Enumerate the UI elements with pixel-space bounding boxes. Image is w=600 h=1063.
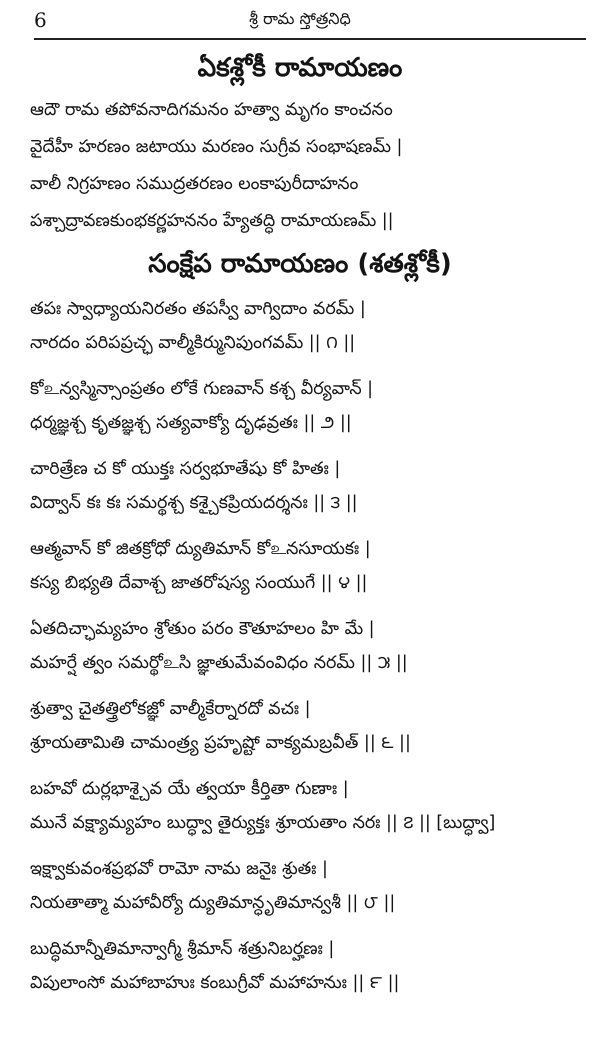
verse-line: పశ్చాద్రావణకుంభకర్ణహననం హ్యేతద్ధి రామాయణమ్ || xyxy=(30,211,394,231)
verse-4 xyxy=(0,532,600,600)
verse-2 xyxy=(0,372,600,440)
header-rule xyxy=(34,38,586,40)
verse-line: శ్రూయతామితి చామంత్ర్య ప్రహృష్టో వాక్యమబ్రవీత్ || ౬ || xyxy=(30,733,411,753)
verse-line: ఆదౌ రామ తపోవనాదిగమనం హత్వా మృగం కాంచనం xyxy=(30,100,393,120)
verse-9 xyxy=(0,932,600,1000)
verse-line: మునే వక్ష్యామ్యహం బుద్ధ్వా తైర్యుక్తః శ్రూయతాం నరః || ౭ || [బుద్ధ్వా] xyxy=(30,813,496,833)
verse-line: వాలీ నిగ్రహణం సముద్రతరణం లంకాపురీదాహనం xyxy=(30,174,359,194)
running-title: శ్రీ రామ స్తోత్రనిధి xyxy=(249,9,351,28)
verse-line: ఆత్మవాన్ కో జితక్రోధో ద్యుతిమాన్ కో‌உనసూయకః | xyxy=(30,539,371,559)
verse-7 xyxy=(0,772,600,840)
verse-line: నియతాత్మా మహావీర్యో ద్యుతిమాన్ధృతిమాన్వశీ || ౮ || xyxy=(30,893,396,913)
verse-8 xyxy=(0,852,600,920)
verse-line: విపులాంసో మహాబాహుః కంబుగ్రీవో మహాహనుః || ౯ || xyxy=(30,973,400,993)
verse-line: ఏతదిచ్ఛామ్యహం శ్రోతుం పరం కౌతూహలం హి మే | xyxy=(30,619,375,639)
section-title-ekashloki: ఏకశ్లోకీ రామాయణం xyxy=(197,53,403,83)
verse-line: నారదం పరిపప్రచ్ఛ వాల్మీకిర్మునిపుంగవమ్ || ౧ || xyxy=(30,333,356,353)
verse-6 xyxy=(0,692,600,760)
page-header xyxy=(0,0,600,40)
verse-line: వైదేహీ హరణం జటాయు మరణం సుగ్రీవ సంభాషణమ్ | xyxy=(30,137,403,157)
ekashloki-verse xyxy=(0,92,600,240)
verse-line: బహవో దుర్లభాశ్చైవ యే త్వయా కీర్తితా గుణాః | xyxy=(30,779,349,799)
verse-line: తపః స్వాధ్యాయనిరతం తపస్వీ వాగ్విదాం వరమ్ | xyxy=(30,299,366,319)
page-number: 6 xyxy=(34,8,47,32)
section-title-sankshepa: సంక్షేప రామాయణం (శతశ్లోకీ) xyxy=(148,249,452,279)
page-content xyxy=(0,48,600,1000)
verse-line: కస్య బిభ్యతి దేవాశ్చ జాతరోషస్య సంయుగే || ౪ || xyxy=(30,573,368,593)
verse-line: చారిత్రేణ చ కో యుక్తః సర్వభూతేషు కో హితః | xyxy=(30,459,341,479)
verse-3 xyxy=(0,452,600,520)
verse-line: బుద్ధిమాన్నీతిమాన్వాగ్మీ శ్రీమాన్ శత్రునిబర్హణః | xyxy=(30,939,335,959)
verse-line: మహర్షే త్వం సమర్థో‌உసి జ్ఞాతుమేవంవిధం నరమ్ || ౫ || xyxy=(30,653,408,673)
verse-line: ఇక్ష్వాకువంశప్రభవో రామో నామ జనైః శ్రుతః | xyxy=(30,859,328,879)
verse-line: కో‌உన్వస్మిన్సాంప్రతం లోకే గుణవాన్ కశ్చ వీర్యవాన్ | xyxy=(30,379,374,399)
verse-5 xyxy=(0,612,600,680)
verse-line: విద్వాన్ కః కః సమర్థశ్చ కశ్చైకప్రియదర్శనః || ౩ || xyxy=(30,493,358,513)
verse-line: ధర్మజ్ఞశ్చ కృతజ్ఞశ్చ సత్యవాక్యో దృఢవ్రతః || ౨ || xyxy=(30,413,352,433)
verse-1 xyxy=(0,292,600,360)
verse-line: శ్రుత్వా చైతత్త్రిలోకజ్ఞో వాల్మీకేర్నారదో వచః | xyxy=(30,699,311,719)
